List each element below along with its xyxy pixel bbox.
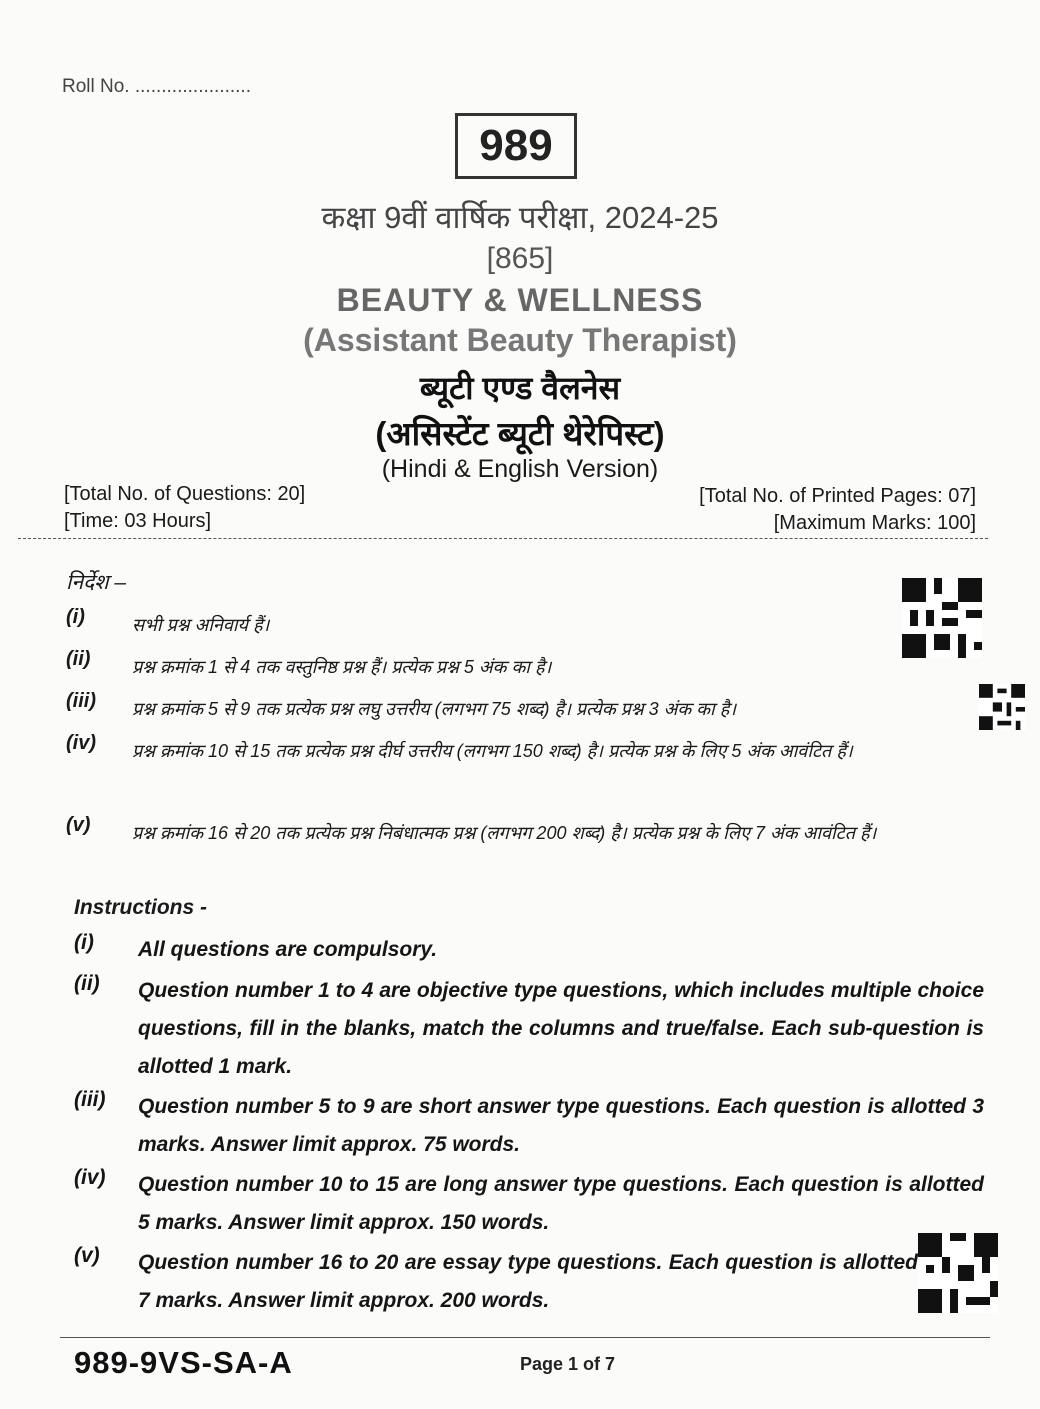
instruction-text: सभी प्रश्न अनिवार्य हैं। xyxy=(132,615,270,635)
footer-divider xyxy=(60,1337,990,1338)
version-note: (Hindi & English Version) xyxy=(381,455,659,483)
time-allowed: [Time: 03 Hours] xyxy=(64,510,212,532)
instruction-number: (ii) xyxy=(74,972,100,995)
instruction-text: प्रश्न क्रमांक 16 से 20 तक प्रत्येक प्रश्न निबंधात्मक प्रश्न (लगभग 200 शब्द) है। प्रत्येक प्रश्न के लिए 7 अंक आवंटित हैं। xyxy=(132,823,877,843)
instruction-number: (i) xyxy=(74,931,94,954)
roll-number: Roll No. ...................... xyxy=(62,76,251,97)
instruction-hi-2 xyxy=(66,648,982,687)
instruction-number: (i) xyxy=(66,606,85,628)
exam-title: कक्षा 9वीं वार्षिक परीक्षा, 2024-25 xyxy=(321,200,719,235)
instruction-hi-3 xyxy=(66,690,982,729)
instruction-text: Question number 16 to 20 are essay type questions. Each question is allotted 7 marks. Answer limit approx. 200 words. xyxy=(138,1251,918,1312)
instruction-number: (iii) xyxy=(74,1088,106,1111)
qr-code-icon xyxy=(902,578,982,658)
instruction-number: (iv) xyxy=(74,1166,106,1189)
printed-pages: [Total No. of Printed Pages: 07] xyxy=(699,485,976,507)
instruction-en-5 xyxy=(74,1244,918,1320)
instruction-number: (v) xyxy=(66,814,91,836)
instruction-en-2 xyxy=(74,972,984,1086)
total-questions: [Total No. of Questions: 20] xyxy=(64,483,306,505)
instruction-number: (v) xyxy=(74,1244,100,1267)
subject-subtitle-hi: (असिस्टेंट ब्यूटी थेरेपिस्ट) xyxy=(375,415,665,452)
instruction-number: (iii) xyxy=(66,690,96,712)
subject-title-en: BEAUTY & WELLNESS xyxy=(336,282,704,318)
instruction-number: (iv) xyxy=(66,732,96,754)
qr-code-footer-icon xyxy=(918,1233,998,1313)
paper-code-box xyxy=(455,113,577,179)
instruction-text: Question number 1 to 4 are objective type questions, which includes multiple choice questions, fill in the blanks, match the columns and true/false. Each sub-question is allotted 1 mark. xyxy=(138,979,984,1078)
instruction-hi-1 xyxy=(66,606,982,645)
instruction-text: प्रश्न क्रमांक 5 से 9 तक प्रत्येक प्रश्न लघु उत्तरीय (लगभग 75 शब्द) है। प्रत्येक प्रश्न 3 अंक का है। xyxy=(132,699,737,719)
footer-paper-code: 989-9VS-SA-A xyxy=(74,1345,293,1380)
instruction-text: प्रश्न क्रमांक 1 से 4 तक वस्तुनिष्ठ प्रश्न हैं। प्रत्येक प्रश्न 5 अंक का है। xyxy=(132,657,552,677)
page-number: Page 1 of 7 xyxy=(520,1354,616,1374)
header-divider xyxy=(18,538,988,539)
instruction-text: All questions are compulsory. xyxy=(138,938,438,961)
instruction-text: Question number 5 to 9 are short answer type questions. Each question is allotted 3 marks. Answer limit approx. 75 words. xyxy=(138,1095,984,1156)
subject-code: [865] xyxy=(486,242,554,275)
instructions-heading-en: Instructions - xyxy=(74,896,208,919)
instruction-number: (ii) xyxy=(66,648,91,670)
maximum-marks: [Maximum Marks: 100] xyxy=(773,512,976,534)
instruction-en-1 xyxy=(74,931,984,969)
subject-subtitle-en: (Assistant Beauty Therapist) xyxy=(303,322,737,358)
instruction-en-4 xyxy=(74,1166,984,1242)
subject-title-hi: ब्यूटी एण्ड वैलनेस xyxy=(419,370,621,406)
paper-code: 989 xyxy=(479,121,553,170)
qr-code-small-icon xyxy=(978,684,1026,730)
instruction-hi-4 xyxy=(66,732,982,771)
instruction-text: प्रश्न क्रमांक 10 से 15 तक प्रत्येक प्रश्न दीर्घ उत्तरीय (लगभग 150 शब्द) है। प्रत्येक प्रश्न के लिए 5 अंक आवंटित हैं। xyxy=(132,741,853,761)
instructions-heading-hi: निर्देश – xyxy=(66,571,127,594)
instruction-en-3 xyxy=(74,1088,984,1164)
instruction-hi-5 xyxy=(66,814,982,853)
instruction-text: Question number 10 to 15 are long answer type questions. Each question is allotted 5 marks. Answer limit approx. 150 words. xyxy=(138,1173,984,1234)
